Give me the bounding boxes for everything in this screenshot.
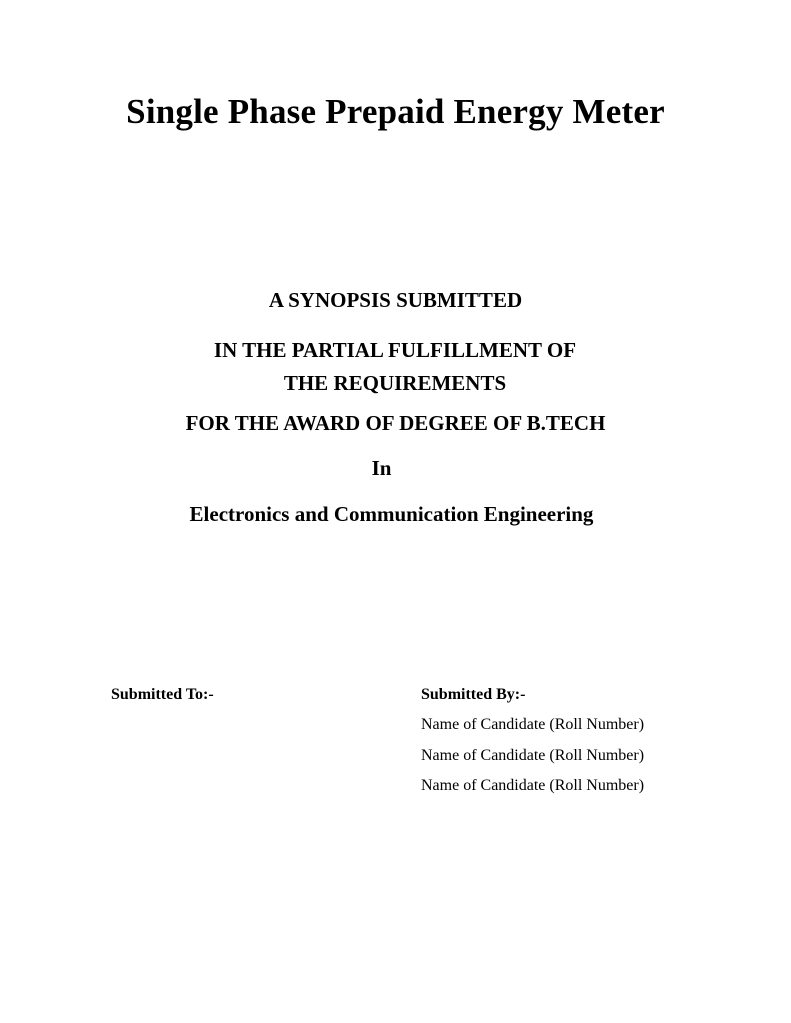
document-title: Single Phase Prepaid Energy Meter [126,92,665,131]
submitted-to-label: Submitted To:- [111,686,214,703]
synopsis-degree-line: FOR THE AWARD OF DEGREE OF B.TECH [185,411,606,435]
synopsis-in-line: In [371,456,392,480]
submitted-by-label: Submitted By:- [421,686,526,703]
candidate-entry: Name of Candidate (Roll Number) [421,716,645,733]
candidate-list [421,715,644,807]
synopsis-department-line: Electronics and Communication Engineering [189,502,594,526]
candidate-entry: Name of Candidate (Roll Number) [421,777,645,794]
candidate-entry: Name of Candidate (Roll Number) [421,746,645,764]
synopsis-fulfillment-line: IN THE PARTIAL FULFILLMENT OF THE REQUIREMENTS [213,338,577,395]
synopsis-heading: A SYNOPSIS SUBMITTED [268,288,523,312]
